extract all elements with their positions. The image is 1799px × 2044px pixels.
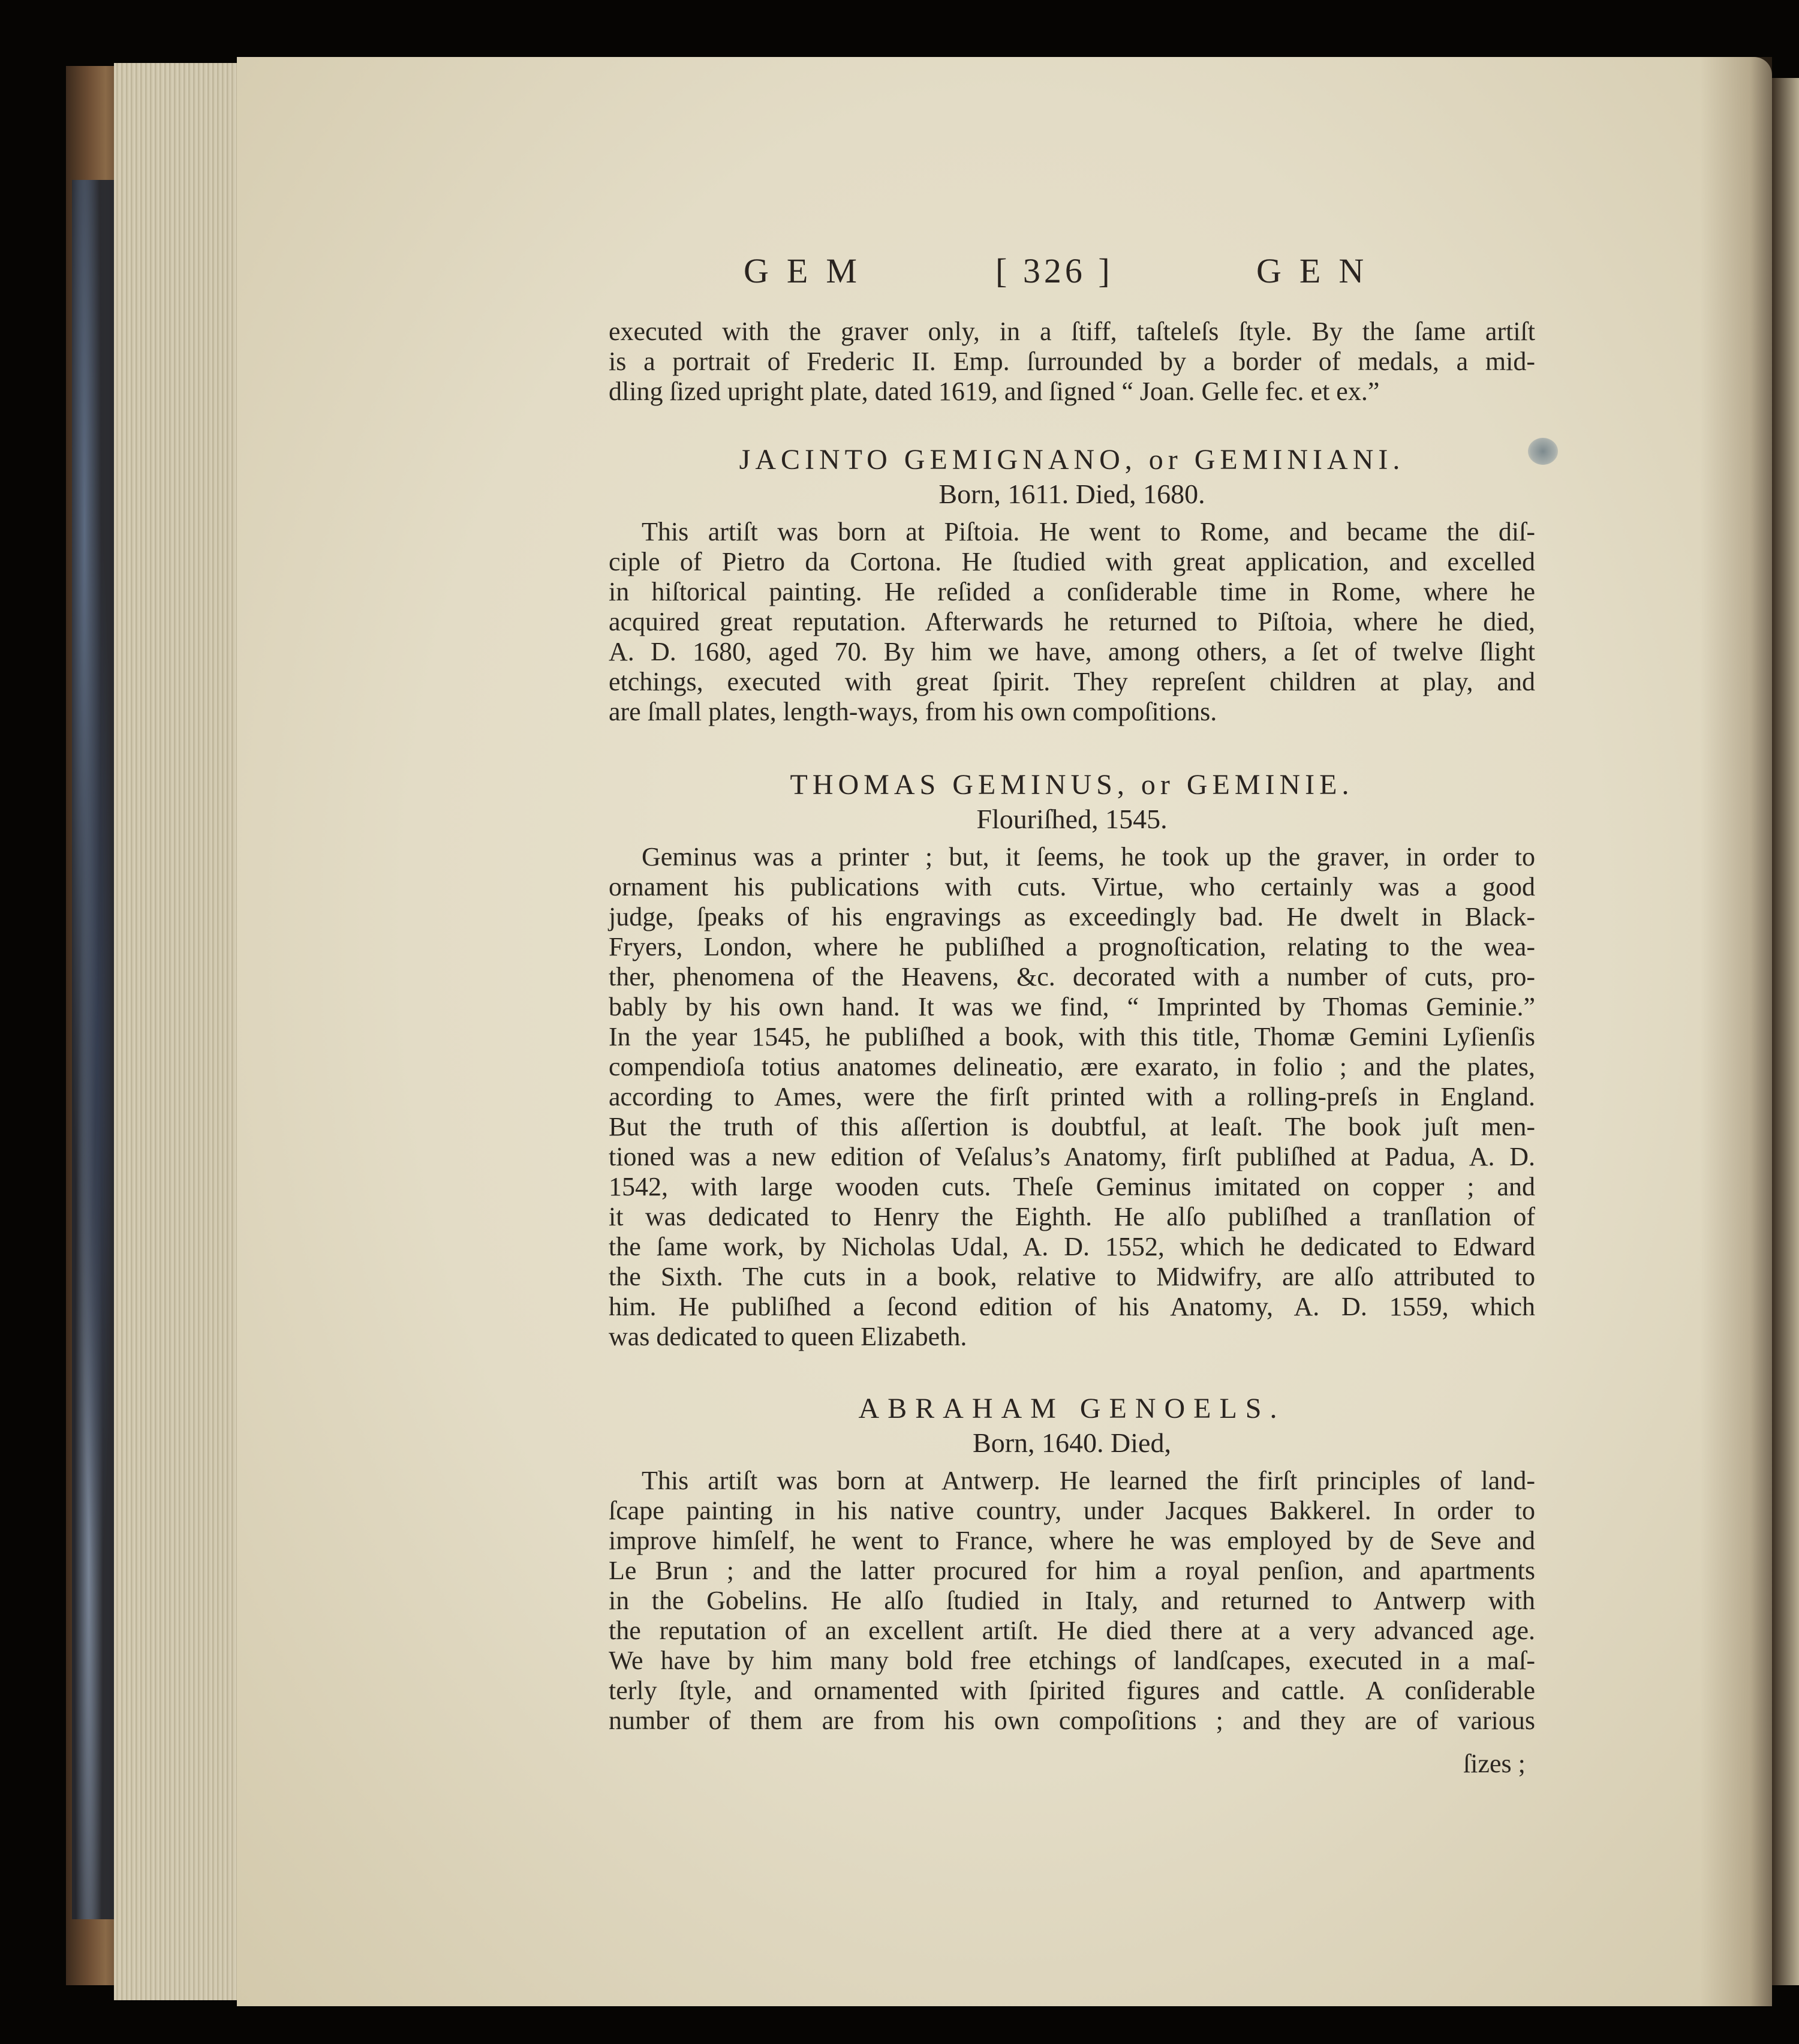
header-left: GEM xyxy=(744,251,875,290)
marbled-endpaper xyxy=(72,180,114,1919)
text-line: ſcape painting in his native country, under Jacques Bakkerel. In order to xyxy=(609,1496,1535,1525)
text-line: ciple of Pietro da Cortona. He ſtudied with great application, and excelled xyxy=(609,547,1535,576)
text-line: the reputation of an excellent artiſt. He died there at a very advanced age. xyxy=(609,1616,1535,1645)
entry-genoels xyxy=(609,1391,1535,1736)
text-line: according to Ames, were the firſt printed with a rolling-preſs in England. xyxy=(609,1082,1535,1111)
text-line: Le Brun ; and the latter procured for him a royal penſion, and apartments xyxy=(609,1556,1535,1585)
text-line: number of them are from his own compoſitions ; and they are of various xyxy=(609,1706,1535,1735)
intro-paragraph xyxy=(609,317,1535,407)
text-line: ornament his publications with cuts. Virtue, who certainly was a good xyxy=(609,872,1535,901)
entry-geminus xyxy=(609,768,1535,1352)
text-line: This artiſt was born at Piſtoia. He went to Rome, and became the diſ- xyxy=(642,517,1535,546)
text-line: Geminus was a printer ; but, it ſeems, he took up the graver, in order to xyxy=(642,842,1535,871)
text-line: Fryers, London, where he publiſhed a prognoſtication, relating to the wea- xyxy=(609,932,1535,961)
entry-title: ABRAHAM GENOELS. xyxy=(858,1393,1286,1424)
page-number: [ 326 ] xyxy=(995,251,1114,290)
text-line: in the Gobelins. He alſo ſtudied in Italy, and returned to Antwerp with xyxy=(609,1586,1535,1615)
text-line: tioned was a new edition of Veſalus’s Anatomy, firſt publiſhed at Padua, A. D. xyxy=(609,1142,1535,1171)
text-line: terly ſtyle, and ornamented with ſpirited figures and cattle. A conſiderable xyxy=(609,1676,1535,1705)
page-fore-edge xyxy=(114,63,246,2000)
text-line: bably by his own hand. It was we find, “ Imprinted by Thomas Geminie.” xyxy=(609,992,1535,1021)
text-line: executed with the graver only, in a ſtiff, taſteleſs ſtyle. By the ſame artiſt xyxy=(609,317,1535,346)
text-line: dling ſized upright plate, dated 1619, and ſigned “ Joan. Gelle fec. et ex.” xyxy=(609,377,1380,406)
text-line: in hiſtorical painting. He reſided a conſiderable time in Rome, where he xyxy=(609,577,1535,606)
text-line: are ſmall plates, length-ways, from his own compoſitions. xyxy=(609,697,1217,726)
entry-dates: Born, 1611. Died, 1680. xyxy=(938,479,1205,509)
text-line: the ſame work, by Nicholas Udal, A. D. 1552, which he dedicated to Edward xyxy=(609,1232,1535,1261)
text-line: We have by him many bold free etchings of landſcapes, executed in a maſ- xyxy=(609,1646,1535,1675)
text-line: This artiſt was born at Antwerp. He learned the firſt principles of land- xyxy=(642,1466,1535,1495)
text-line: is a portrait of Frederic II. Emp. ſurrounded by a border of medals, a mid- xyxy=(609,347,1535,376)
gutter-shadow xyxy=(1700,57,1772,2006)
text-line: it was dedicated to Henry the Eighth. He alſo publiſhed a tranſlation of xyxy=(609,1202,1535,1231)
text-line: improve himſelf, he went to France, where he was employed by de Seve and xyxy=(609,1526,1535,1555)
text-line: judge, ſpeaks of his engravings as exceedingly bad. He dwelt in Black- xyxy=(609,902,1535,931)
entry-title: JACINTO GEMIGNANO, or GEMINIANI. xyxy=(739,444,1405,476)
text-line: him. He publiſhed a ſecond edition of his Anatomy, A. D. 1559, which xyxy=(609,1292,1535,1321)
text-line: the Sixth. The cuts in a book, relative to Midwifry, are alſo attributed to xyxy=(609,1262,1535,1291)
text-line: etchings, executed with great ſpirit. They repreſent children at play, and xyxy=(609,667,1535,696)
text-line: But the truth of this aſſertion is doubtful, at leaſt. The book juſt men- xyxy=(609,1112,1535,1141)
text-line: A. D. 1680, aged 70. By him we have, among others, a ſet of twelve ſlight xyxy=(609,637,1535,666)
text-line: 1542, with large wooden cuts. Theſe Geminus imitated on copper ; and xyxy=(609,1172,1535,1201)
entry-dates: Born, 1640. Died, xyxy=(973,1427,1171,1458)
text-line: compendioſa totius anatomes delineatio, ære exarato, in folio ; and the plates, xyxy=(609,1052,1535,1081)
entry-title: THOMAS GEMINUS, or GEMINIE. xyxy=(790,769,1354,801)
catchword: ſizes ; xyxy=(1463,1749,1526,1778)
entry-gemignano xyxy=(609,443,1535,727)
header-right: GEN xyxy=(1256,251,1382,290)
text-line: ther, phenomena of the Heavens, &c. decorated with a number of cuts, pro- xyxy=(609,962,1535,991)
running-header xyxy=(717,251,1424,293)
text-line: In the year 1545, he publiſhed a book, with this title, Thomæ Gemini Lyſienſis xyxy=(609,1022,1535,1051)
facing-page-edge xyxy=(1772,78,1799,1985)
entry-dates: Flouriſhed, 1545. xyxy=(976,804,1168,834)
text-line: was dedicated to queen Elizabeth. xyxy=(609,1322,967,1351)
text-line: acquired great reputation. Afterwards he returned to Piſtoia, where he died, xyxy=(609,607,1535,636)
